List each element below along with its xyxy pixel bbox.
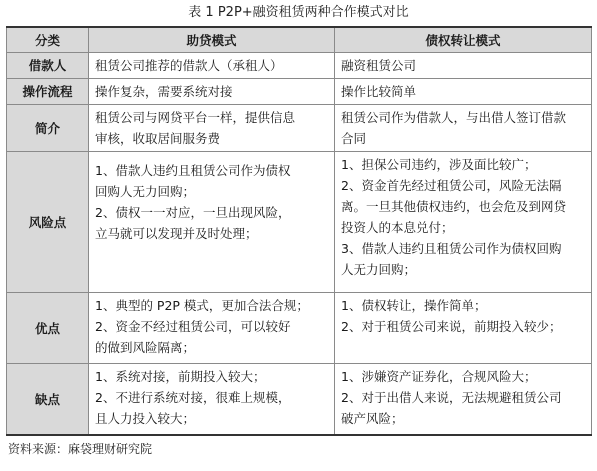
cell-borrower-loan [89, 53, 335, 79]
cell-line: 2、资金首先经过租赁公司，风险无法隔 [341, 178, 562, 193]
cell-line: 3、借款人违约且租赁公司作为债权回购 [341, 241, 562, 256]
header-debt-transfer-mode: 债权转让模式 [335, 27, 592, 53]
cell-line: 2、不进行系统对接，很难上规模， [95, 390, 291, 405]
table-row [7, 79, 592, 105]
cell-line: 1、借款人违约且租赁公司作为债权 [95, 163, 291, 178]
cell-intro-transfer [335, 105, 592, 152]
cell-line: 2、对于租赁公司来说，前期投入较少； [341, 319, 562, 334]
cell-risk-loan [89, 152, 335, 293]
row-label-cons: 缺点 [7, 364, 89, 436]
row-label-intro: 简介 [7, 105, 89, 152]
cell-line: 操作复杂，需要系统对接 [95, 84, 233, 99]
cell-line: 投资人的本息兑付； [341, 220, 454, 235]
cell-line: 审核，收取居间服务费 [95, 131, 221, 146]
header-loan-assist-mode: 助贷模式 [89, 27, 335, 53]
cell-line: 人无力回购； [341, 262, 417, 277]
cell-line: 的做到风险隔离； [95, 340, 196, 355]
table-row [7, 152, 592, 293]
cell-line: 1、典型的 P2P 模式，更加合法合规； [95, 298, 309, 313]
comparison-table [6, 26, 592, 436]
table-row [7, 293, 592, 364]
row-label-borrower: 借款人 [7, 53, 89, 79]
cell-borrower-transfer [335, 53, 592, 79]
header-category: 分类 [7, 27, 89, 53]
cell-line: 合同 [341, 131, 367, 146]
cell-line: 回购人无力回购； [95, 184, 196, 199]
cell-line: 离。一旦其他债权违约，也会危及到网贷 [341, 199, 567, 214]
cell-line: 租赁公司作为借款人，与出借人签订借款 [341, 110, 567, 125]
cell-cons-loan [89, 364, 335, 436]
cell-cons-transfer [335, 364, 592, 436]
cell-line: 2、债权一一对应，一旦出现风险， [95, 205, 291, 220]
cell-line: 2、对于出借人来说，无法规避租赁公司 [341, 390, 562, 405]
cell-line: 1、涉嫌资产证券化，合规风险大； [341, 369, 537, 384]
table-title: 表 1 P2P+融资租赁两种合作模式对比 [188, 5, 409, 20]
cell-line: 1、债权转让，操作简单； [341, 298, 487, 313]
table-row [7, 53, 592, 79]
cell-line: 1、系统对接，前期投入较大； [95, 369, 266, 384]
cell-line: 1、担保公司违约，涉及面比较广； [341, 157, 537, 172]
cell-pros-transfer [335, 293, 592, 364]
cell-intro-loan [89, 105, 335, 152]
cell-process-loan [89, 79, 335, 105]
cell-line: 立马就可以发现并及时处理； [95, 226, 258, 241]
source-note: 资料来源：麻袋理财研究院 [8, 442, 153, 456]
row-label-process: 操作流程 [7, 79, 89, 105]
table-row [7, 105, 592, 152]
cell-line: 租赁公司与网贷平台一样，提供信息 [95, 110, 296, 125]
cell-line: 且人力投入较大； [95, 411, 196, 426]
row-label-pros: 优点 [7, 293, 89, 364]
cell-line: 租赁公司推荐的借款人（承租人） [95, 58, 283, 73]
cell-line: 2、资金不经过租赁公司，可以较好 [95, 319, 291, 334]
table-row [7, 364, 592, 436]
cell-process-transfer [335, 79, 592, 105]
cell-line: 融资租赁公司 [341, 58, 417, 73]
cell-risk-transfer [335, 152, 592, 293]
row-label-risk: 风险点 [7, 152, 89, 293]
cell-pros-loan [89, 293, 335, 364]
cell-line: 操作比较简单 [341, 84, 417, 99]
cell-line: 破产风险； [341, 411, 404, 426]
header-row [7, 27, 592, 53]
